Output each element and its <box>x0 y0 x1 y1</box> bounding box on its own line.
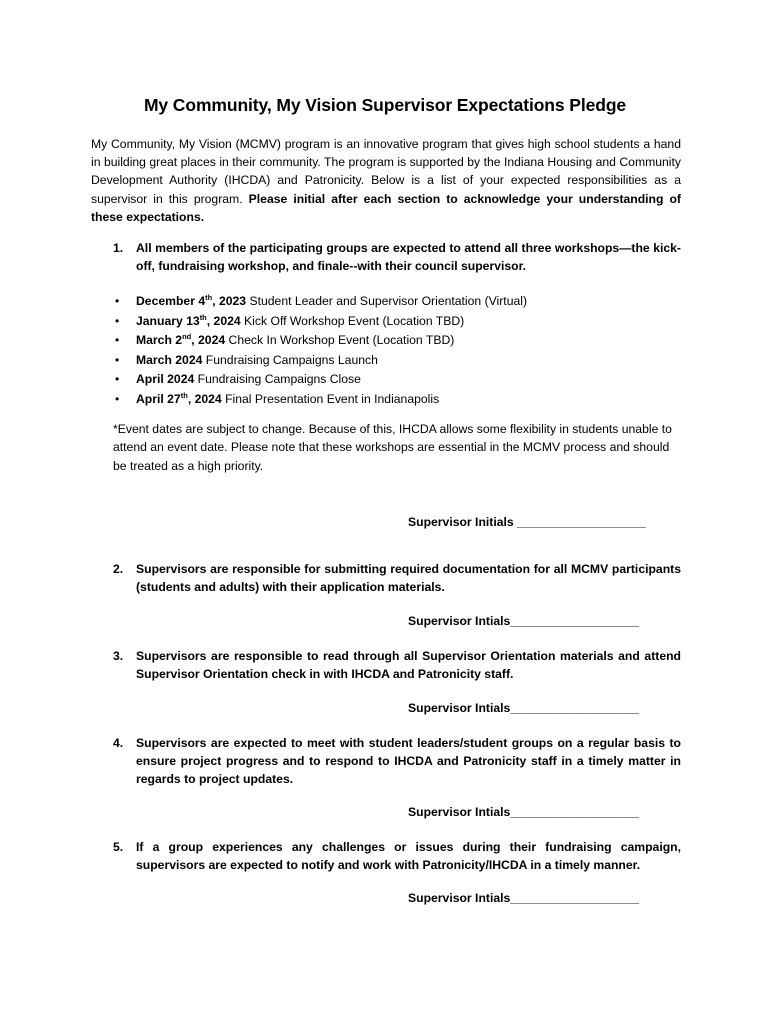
event-description: Fundraising Campaigns Launch <box>202 352 378 367</box>
section-text: If a group experiences any challenges or issues during their fundraising campaign, supervisors are expected to notify and work with Patronicity/IHCDA in a timely manner. <box>136 840 681 872</box>
section-number: 5. <box>113 840 124 854</box>
bullet-icon: • <box>115 372 120 387</box>
section-number: 1. <box>113 241 124 255</box>
list-item <box>113 292 673 312</box>
event-description: Check In Workshop Event (Location TBD) <box>225 333 455 348</box>
list-item <box>113 312 673 332</box>
list-item <box>113 351 673 371</box>
section-5 <box>113 839 681 875</box>
section-text: Supervisors are responsible for submitting required documentation for all MCMV participants (students and adults) with their application materials. <box>136 562 681 594</box>
section-number: 4. <box>113 736 124 750</box>
event-date: January 13th, 2024 <box>136 312 241 328</box>
event-dates-note: *Event dates are subject to change. Because of this, IHCDA allows some flexibility in students unable to attend an event date. Please note that these workshops are essential in the MCMV process and should be treated as a high priority. <box>113 422 672 473</box>
list-item <box>113 390 673 410</box>
section-text: Supervisors are expected to meet with student leaders/student groups on a regular basis to ensure project progress and to respond to IHCDA and Patronicity staff in a timely matter in regards to project updates. <box>136 736 681 786</box>
list-item <box>113 331 673 351</box>
supervisor-initials-line-4[interactable]: Supervisor Intials___________________ <box>408 805 640 819</box>
section-2 <box>113 561 681 597</box>
event-date: December 4th, 2023 <box>136 293 247 308</box>
intro-text: My Community, My Vision (MCMV) program is an innovative program that gives high school students a hand in building great places in their community. The program is supported by the Indiana Housing and Community Development Authority (IHCDA) and Patronicity. Below is a list of your expected responsibilities as a supervisor in this program. <box>91 137 681 206</box>
section-text: All members of the participating groups are expected to attend all three workshops—the kick-off, fundraising workshop, and finale--with their council supervisor. <box>136 241 681 273</box>
section-number: 3. <box>113 649 124 663</box>
bullet-icon: • <box>115 333 120 348</box>
bullet-icon: • <box>115 391 120 406</box>
supervisor-initials-line-3[interactable]: Supervisor Intials___________________ <box>408 701 640 715</box>
page-title: My Community, My Vision Supervisor Expectations Pledge <box>143 95 627 115</box>
event-description: Fundraising Campaigns Close <box>194 372 361 387</box>
event-description: Student Leader and Supervisor Orientation (Virtual) <box>246 294 528 308</box>
section-number: 2. <box>113 562 124 576</box>
section-4 <box>113 735 681 788</box>
bullet-icon: • <box>115 294 120 308</box>
intro-bold-instruction: Please initial after each section to acknowledge your understanding of these expectations. <box>91 191 681 224</box>
event-description: Kick Off Workshop Event (Location TBD) <box>240 313 465 328</box>
supervisor-initials-line-1[interactable]: Supervisor Initials ___________________ <box>408 515 646 529</box>
list-item <box>113 370 673 390</box>
event-date: April 27th, 2024 <box>136 390 222 406</box>
supervisor-initials-line-2[interactable]: Supervisor Intials___________________ <box>408 614 640 628</box>
section-1 <box>113 240 681 276</box>
section-3 <box>113 648 681 684</box>
section-text: Supervisors are responsible to read through all Supervisor Orientation materials and attend Supervisor Orientation check in with IHCDA and Patronicity staff. <box>136 649 681 681</box>
event-list <box>113 292 673 410</box>
event-date: April 2024 <box>136 372 195 387</box>
supervisor-initials-line-5[interactable]: Supervisor Intials___________________ <box>408 891 640 905</box>
intro-paragraph <box>91 135 681 226</box>
event-description: Final Presentation Event in Indianapolis <box>221 391 440 406</box>
bullet-icon: • <box>115 313 120 328</box>
event-date: March 2nd, 2024 <box>136 332 226 348</box>
event-date: March 2024 <box>136 352 203 367</box>
bullet-icon: • <box>115 352 120 367</box>
